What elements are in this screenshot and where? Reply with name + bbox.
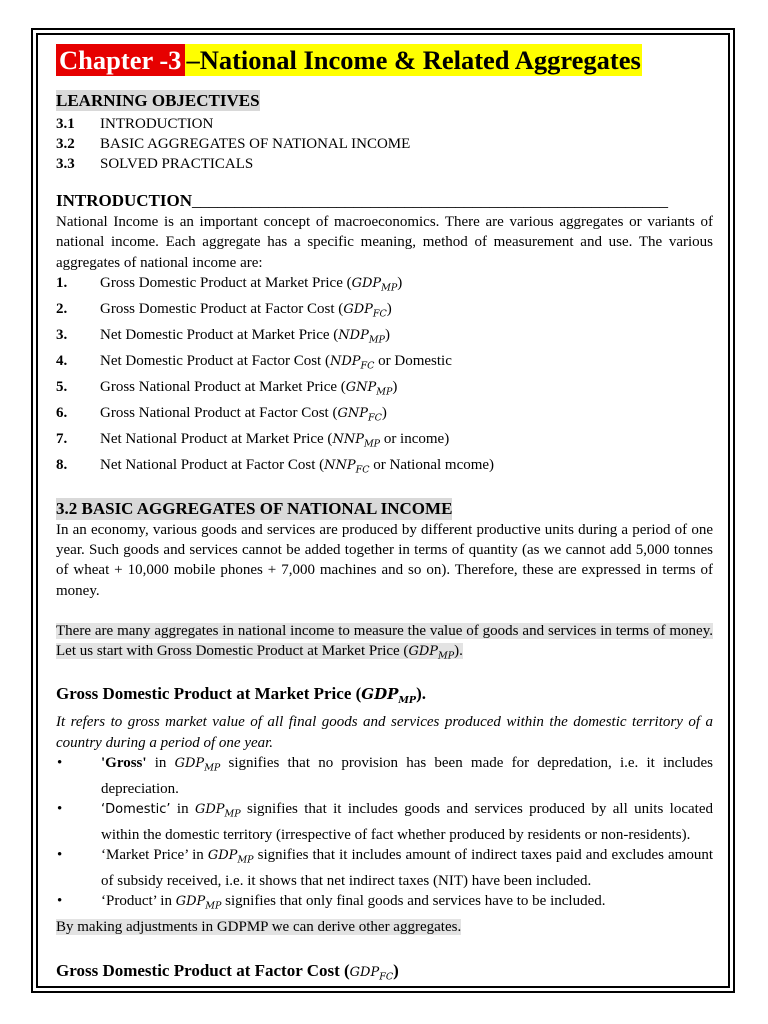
aggregate-symbol: $GDP_{FC}$ [343, 301, 387, 320]
aggregate-text: Gross National Product at Factor Cost ( [100, 404, 338, 421]
gdp-mp-bullets [56, 753, 713, 917]
chapter-number: Chapter -3 [56, 44, 185, 76]
aggregate-tail: or National mcome) [369, 456, 495, 473]
page-content [56, 44, 713, 988]
aggregate-item [56, 377, 713, 403]
aggregate-symbol: $GDP_{MP}$ [351, 275, 398, 294]
objective-number: 3.3 [56, 156, 75, 172]
aggregate-text: Net National Product at Market Price ( [100, 430, 333, 447]
objective-item [56, 154, 713, 174]
aggregate-number: 5. [56, 378, 68, 395]
bullet-marker: • [57, 847, 63, 864]
aggregate-item [56, 403, 713, 429]
introduction-rule: ________________________________________________________ [192, 191, 669, 210]
aggregate-symbol: $NNP_{MP}$ [332, 431, 381, 450]
aggregates-measure-paragraph: There are many aggregates in national income to measure the value of goods and services in terms of money. Let us start with Gross Domestic Product at Market Price $(GDP_{MP})$. [56, 623, 713, 662]
aggregate-item [56, 429, 713, 455]
bullet-marker: • [57, 801, 63, 818]
learning-objectives-heading: LEARNING OBJECTIVES [56, 91, 260, 110]
objective-item [56, 134, 713, 154]
aggregate-symbol: $NNP_{FC}$ [324, 457, 370, 476]
aggregate-text: Net Domestic Product at Market Price ( [100, 326, 339, 343]
introduction-heading [56, 190, 713, 212]
aggregate-number: 1. [56, 274, 68, 291]
list-item: • ‘Market Price’ in $GDP_{MP}$ signifies that it includes amount of indirect taxes paid and excludes amount of subsidy received, i.e. it shows that net indirect taxes (NIT) have been included. [56, 845, 713, 891]
aggregate-tail: ) [386, 300, 392, 317]
aggregate-number: 6. [56, 404, 68, 421]
objective-label: BASIC AGGREGATES OF NATIONAL INCOME [100, 136, 411, 152]
aggregate-tail: ) [392, 378, 398, 395]
learning-objectives-list [56, 114, 713, 174]
aggregate-tail: ) [397, 274, 403, 291]
basic-aggregates-heading: 3.2 BASIC AGGREGATES OF NATIONAL INCOME [56, 498, 453, 518]
objective-label: INTRODUCTION [100, 116, 214, 132]
gdp-mp-symbol: $GDP_{MP}$ [408, 644, 455, 662]
objective-label: SOLVED PRACTICALS [100, 156, 254, 172]
aggregate-symbol: $GNP_{MP}$ [345, 379, 393, 398]
aggregate-symbol: $NDP_{MP}$ [338, 327, 385, 346]
objective-number: 3.1 [56, 116, 75, 132]
list-item: • ‘Domestic’ in $GDP_{MP}$ signifies that it includes goods and services produced by all units located within the domestic territory (irrespective of fact whether produced by residents or non-residents). [56, 799, 713, 845]
basic-aggregates-paragraph: In an economy, various goods and services are produced by different productive units during a period of one year. Such goods and services cannot be added together in terms of quantity (as we cannot add 5,000 tonnes of wheat + 10,000 mobile phones + 7,000 machines and so on). Therefore, these are expressed in terms of money. [56, 521, 713, 599]
aggregate-symbol: $NDP_{FC}$ [329, 353, 375, 372]
list-item: • ‘Product’ in $GDP_{MP}$ signifies that only final goods and services have to be included. [56, 891, 713, 917]
gdp-mp-heading-symbol: $GDP_{MP}$ [361, 685, 417, 707]
aggregate-symbol: $GNP_{FC}$ [337, 405, 382, 424]
aggregate-text: Gross National Product at Market Price ( [100, 378, 346, 395]
aggregate-text: Gross Domestic Product at Factor Cost ( [100, 300, 344, 317]
aggregate-number: 2. [56, 300, 68, 317]
aggregate-item [56, 299, 713, 325]
aggregate-text: Net National Product at Factor Cost ( [100, 456, 325, 473]
introduction-paragraph: National Income is an important concept of macroeconomics. There are various aggregates or variants of national income. Each aggregate has a specific meaning, method of measurement and use. The various aggregates of national income are: [56, 214, 713, 271]
gdp-fc-heading-symbol: $GDP_{FC}$ [349, 964, 394, 983]
aggregate-item [56, 455, 713, 481]
gdp-mp-closing: By making adjustments in GDPMP we can derive other aggregates. [56, 919, 462, 936]
gdp-mp-definition: It refers to gross market value of all final goods and services produced within the domestic territory of a country during a period of one year. [56, 714, 713, 751]
aggregate-number: 8. [56, 456, 68, 473]
aggregate-tail: or income) [380, 430, 450, 447]
aggregate-tail: ) [381, 404, 387, 421]
aggregate-text: Gross Domestic Product at Market Price ( [100, 274, 352, 291]
aggregate-number: 4. [56, 352, 68, 369]
aggregate-item [56, 273, 713, 299]
aggregate-item [56, 351, 713, 377]
aggregate-number: 3. [56, 326, 68, 343]
gdp-mp-heading: Gross Domestic Product at Market Price $(GDP_{MP})$. [56, 684, 426, 707]
bullet-marker: • [57, 754, 63, 771]
aggregate-number: 7. [56, 430, 68, 447]
objective-item [56, 114, 713, 134]
bullet-marker: • [57, 893, 63, 910]
list-item: • 'Gross' in $GDP_{MP}$ signifies that no provision has been made for depredation, i.e. it includes depreciation. [56, 753, 713, 799]
aggregates-list [56, 273, 713, 481]
aggregate-tail: or Domestic [374, 352, 452, 369]
aggregate-text: Net Domestic Product at Factor Cost ( [100, 352, 330, 369]
gdp-fc-heading: Gross Domestic Product at Factor Cost $(GDP_{FC})$ [56, 960, 399, 983]
chapter-name: –National Income & Related Aggregates [186, 45, 641, 75]
aggregate-item [56, 325, 713, 351]
chapter-title [56, 44, 713, 76]
aggregate-tail: ) [384, 326, 390, 343]
introduction-title: INTRODUCTION [56, 191, 193, 210]
objective-number: 3.2 [56, 136, 75, 152]
